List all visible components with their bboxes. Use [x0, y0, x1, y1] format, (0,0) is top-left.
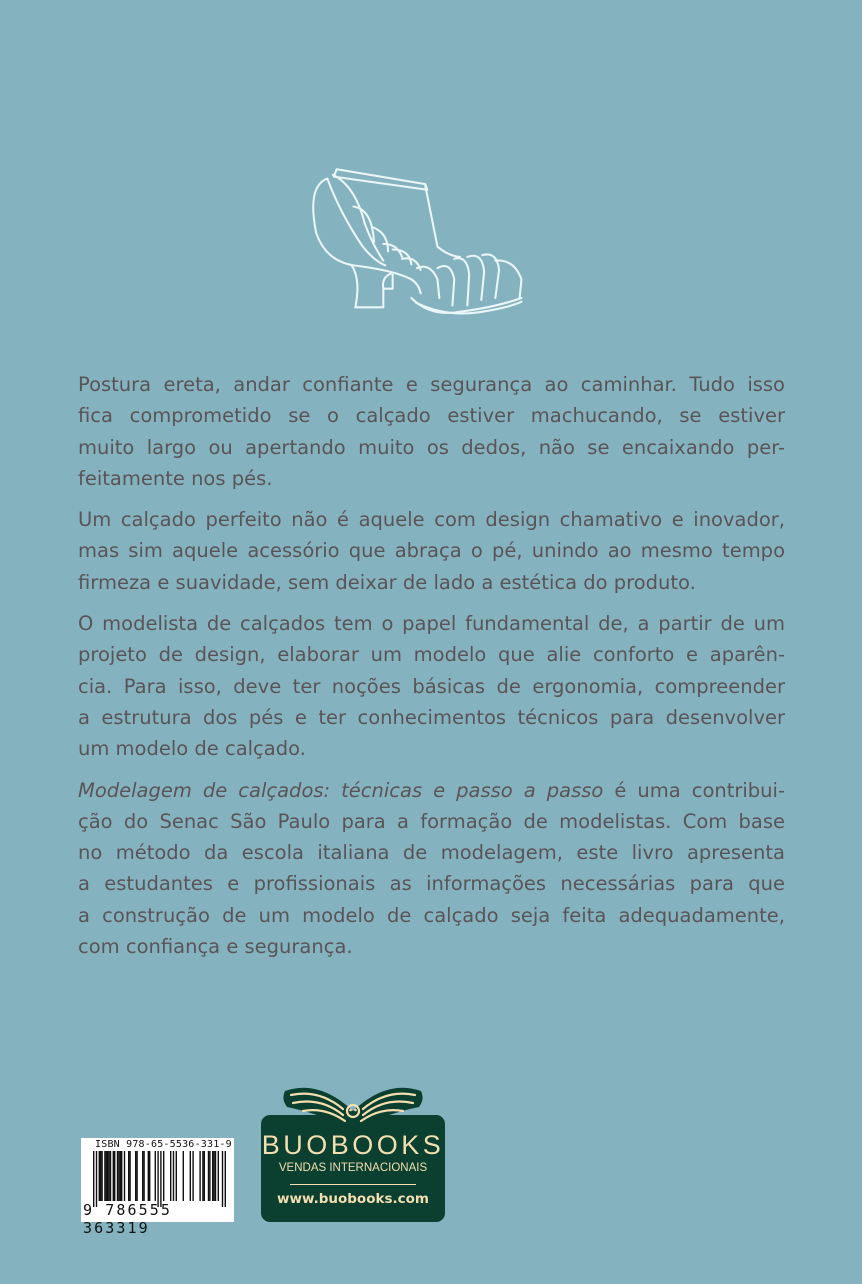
- barcode-bar: [124, 1151, 125, 1201]
- text-line: com confiança e segurança.: [78, 935, 353, 959]
- blurb-paragraph-4: [78, 775, 785, 963]
- barcode-bar: [204, 1151, 205, 1201]
- owl-wings-icon: [279, 1083, 427, 1129]
- publisher-url[interactable]: www.buobooks.com: [277, 1191, 429, 1207]
- barcode-bar: [199, 1151, 200, 1201]
- barcode-bar: [215, 1151, 216, 1201]
- barcode-bar: [149, 1151, 150, 1201]
- barcode-bar: [218, 1151, 219, 1201]
- barcode-bar: [121, 1151, 122, 1201]
- text-line: um modelo de calçado.: [78, 737, 306, 761]
- text-line: a estrutura dos pés e ter conhecimentos técnicos para desenvolver: [78, 705, 785, 729]
- barcode-bar: [209, 1151, 210, 1201]
- text-line: a estudantes e profissionais as informações necessárias para que: [78, 872, 785, 896]
- barcode-bar: [99, 1151, 100, 1201]
- blurb-paragraph-3: [78, 608, 785, 764]
- barcode-bar: [183, 1151, 184, 1201]
- barcode-bar: [108, 1151, 109, 1201]
- blurb-paragraph-1: [78, 369, 785, 494]
- text-line: mas sim aquele acessório que abraça o pé, unindo ao mesmo tempo: [78, 539, 785, 563]
- barcode-bar: [96, 1151, 97, 1207]
- back-cover-blurb: [78, 369, 785, 972]
- barcode-bar: [113, 1151, 114, 1201]
- barcode-bar: [117, 1151, 118, 1201]
- publisher-name: BUOBOOKS: [261, 1130, 445, 1160]
- text-line: projeto de design, elaborar um modelo que alie conforto e aparên-: [78, 643, 785, 667]
- text-line: no método da escola italiana de modelagem, este livro apresenta: [78, 841, 785, 865]
- barcode-bar: [107, 1151, 108, 1201]
- barcode-bar: [157, 1151, 158, 1207]
- barcode-bar: [142, 1151, 143, 1201]
- text-line: firmeza e suavidade, sem deixar de lado a estética do produto.: [78, 570, 696, 594]
- book-title-italic: Modelagem de calçados: técnicas e passo a passo: [78, 778, 604, 802]
- barcode-bar: [135, 1151, 136, 1201]
- isbn-label: ISBN 978-65-5536-331-9: [95, 1139, 232, 1150]
- text-line: cia. Para isso, deve ter noções básicas de ergonomia, compreender: [78, 674, 785, 698]
- barcode-bar: [222, 1151, 223, 1207]
- barcode-bar: [100, 1151, 101, 1201]
- blurb-paragraph-2: [78, 504, 785, 598]
- text-line: a construção de um modelo de calçado seja feita adequadamente,: [78, 903, 785, 927]
- isbn-barcode: [81, 1138, 234, 1237]
- barcode-bar: [208, 1151, 209, 1201]
- text-line: fica comprometido se o calçado estiver machucando, se estiver: [78, 404, 785, 428]
- barcode-bar: [192, 1151, 193, 1201]
- barcode-bar: [114, 1151, 115, 1201]
- text-line: ção do Senac São Paulo para a formação de modelistas. Com base: [78, 809, 785, 833]
- barcode-bar: [104, 1151, 105, 1201]
- barcode-bar: [110, 1151, 111, 1201]
- barcode-bar: [212, 1151, 213, 1201]
- barcode-bar: [128, 1151, 129, 1201]
- barcode-bar: [213, 1151, 214, 1201]
- barcode-bar: [202, 1151, 203, 1201]
- barcode-bar: [120, 1151, 121, 1201]
- text-line: [78, 775, 785, 806]
- text-line: muito largo ou apertando muito os dedos, não se encaixando per-: [78, 435, 785, 459]
- shoe-illustration-icon: [296, 158, 536, 326]
- barcode-bar: [129, 1151, 130, 1201]
- barcode-bar: [170, 1151, 171, 1201]
- barcode-bar: [155, 1151, 156, 1201]
- barcode-bar: [143, 1151, 144, 1201]
- text-line: O modelista de calçados tem o papel fundamental de, a partir de um: [78, 612, 785, 636]
- publisher-subtitle: VENDAS INTERNACIONAIS: [278, 1162, 428, 1174]
- text-line: Postura ereta, andar confiante e segurança ao caminhar. Tudo isso: [78, 373, 785, 396]
- barcode-bar: [101, 1151, 102, 1201]
- barcode-bar: [106, 1151, 107, 1201]
- barcode-bar: [225, 1151, 226, 1207]
- barcode-bar: [118, 1151, 119, 1201]
- text-fragment: é uma contribui-: [603, 778, 786, 802]
- text-line: feitamente nos pés.: [78, 466, 273, 490]
- barcode-bar: [148, 1151, 149, 1201]
- barcode-bar: [136, 1151, 137, 1201]
- barcode-bar: [160, 1151, 161, 1207]
- barcode-bar: [163, 1151, 164, 1201]
- barcode-bar: [173, 1151, 174, 1201]
- logo-divider: [290, 1184, 416, 1185]
- barcode-bar: [176, 1151, 177, 1201]
- barcode-bar: [93, 1151, 94, 1207]
- text-line: Um calçado perfeito não é aquele com design chamativo e inovador,: [78, 508, 785, 532]
- barcode-digits: 9 786555 363319: [83, 1201, 173, 1237]
- barcode-bar: [190, 1151, 191, 1201]
